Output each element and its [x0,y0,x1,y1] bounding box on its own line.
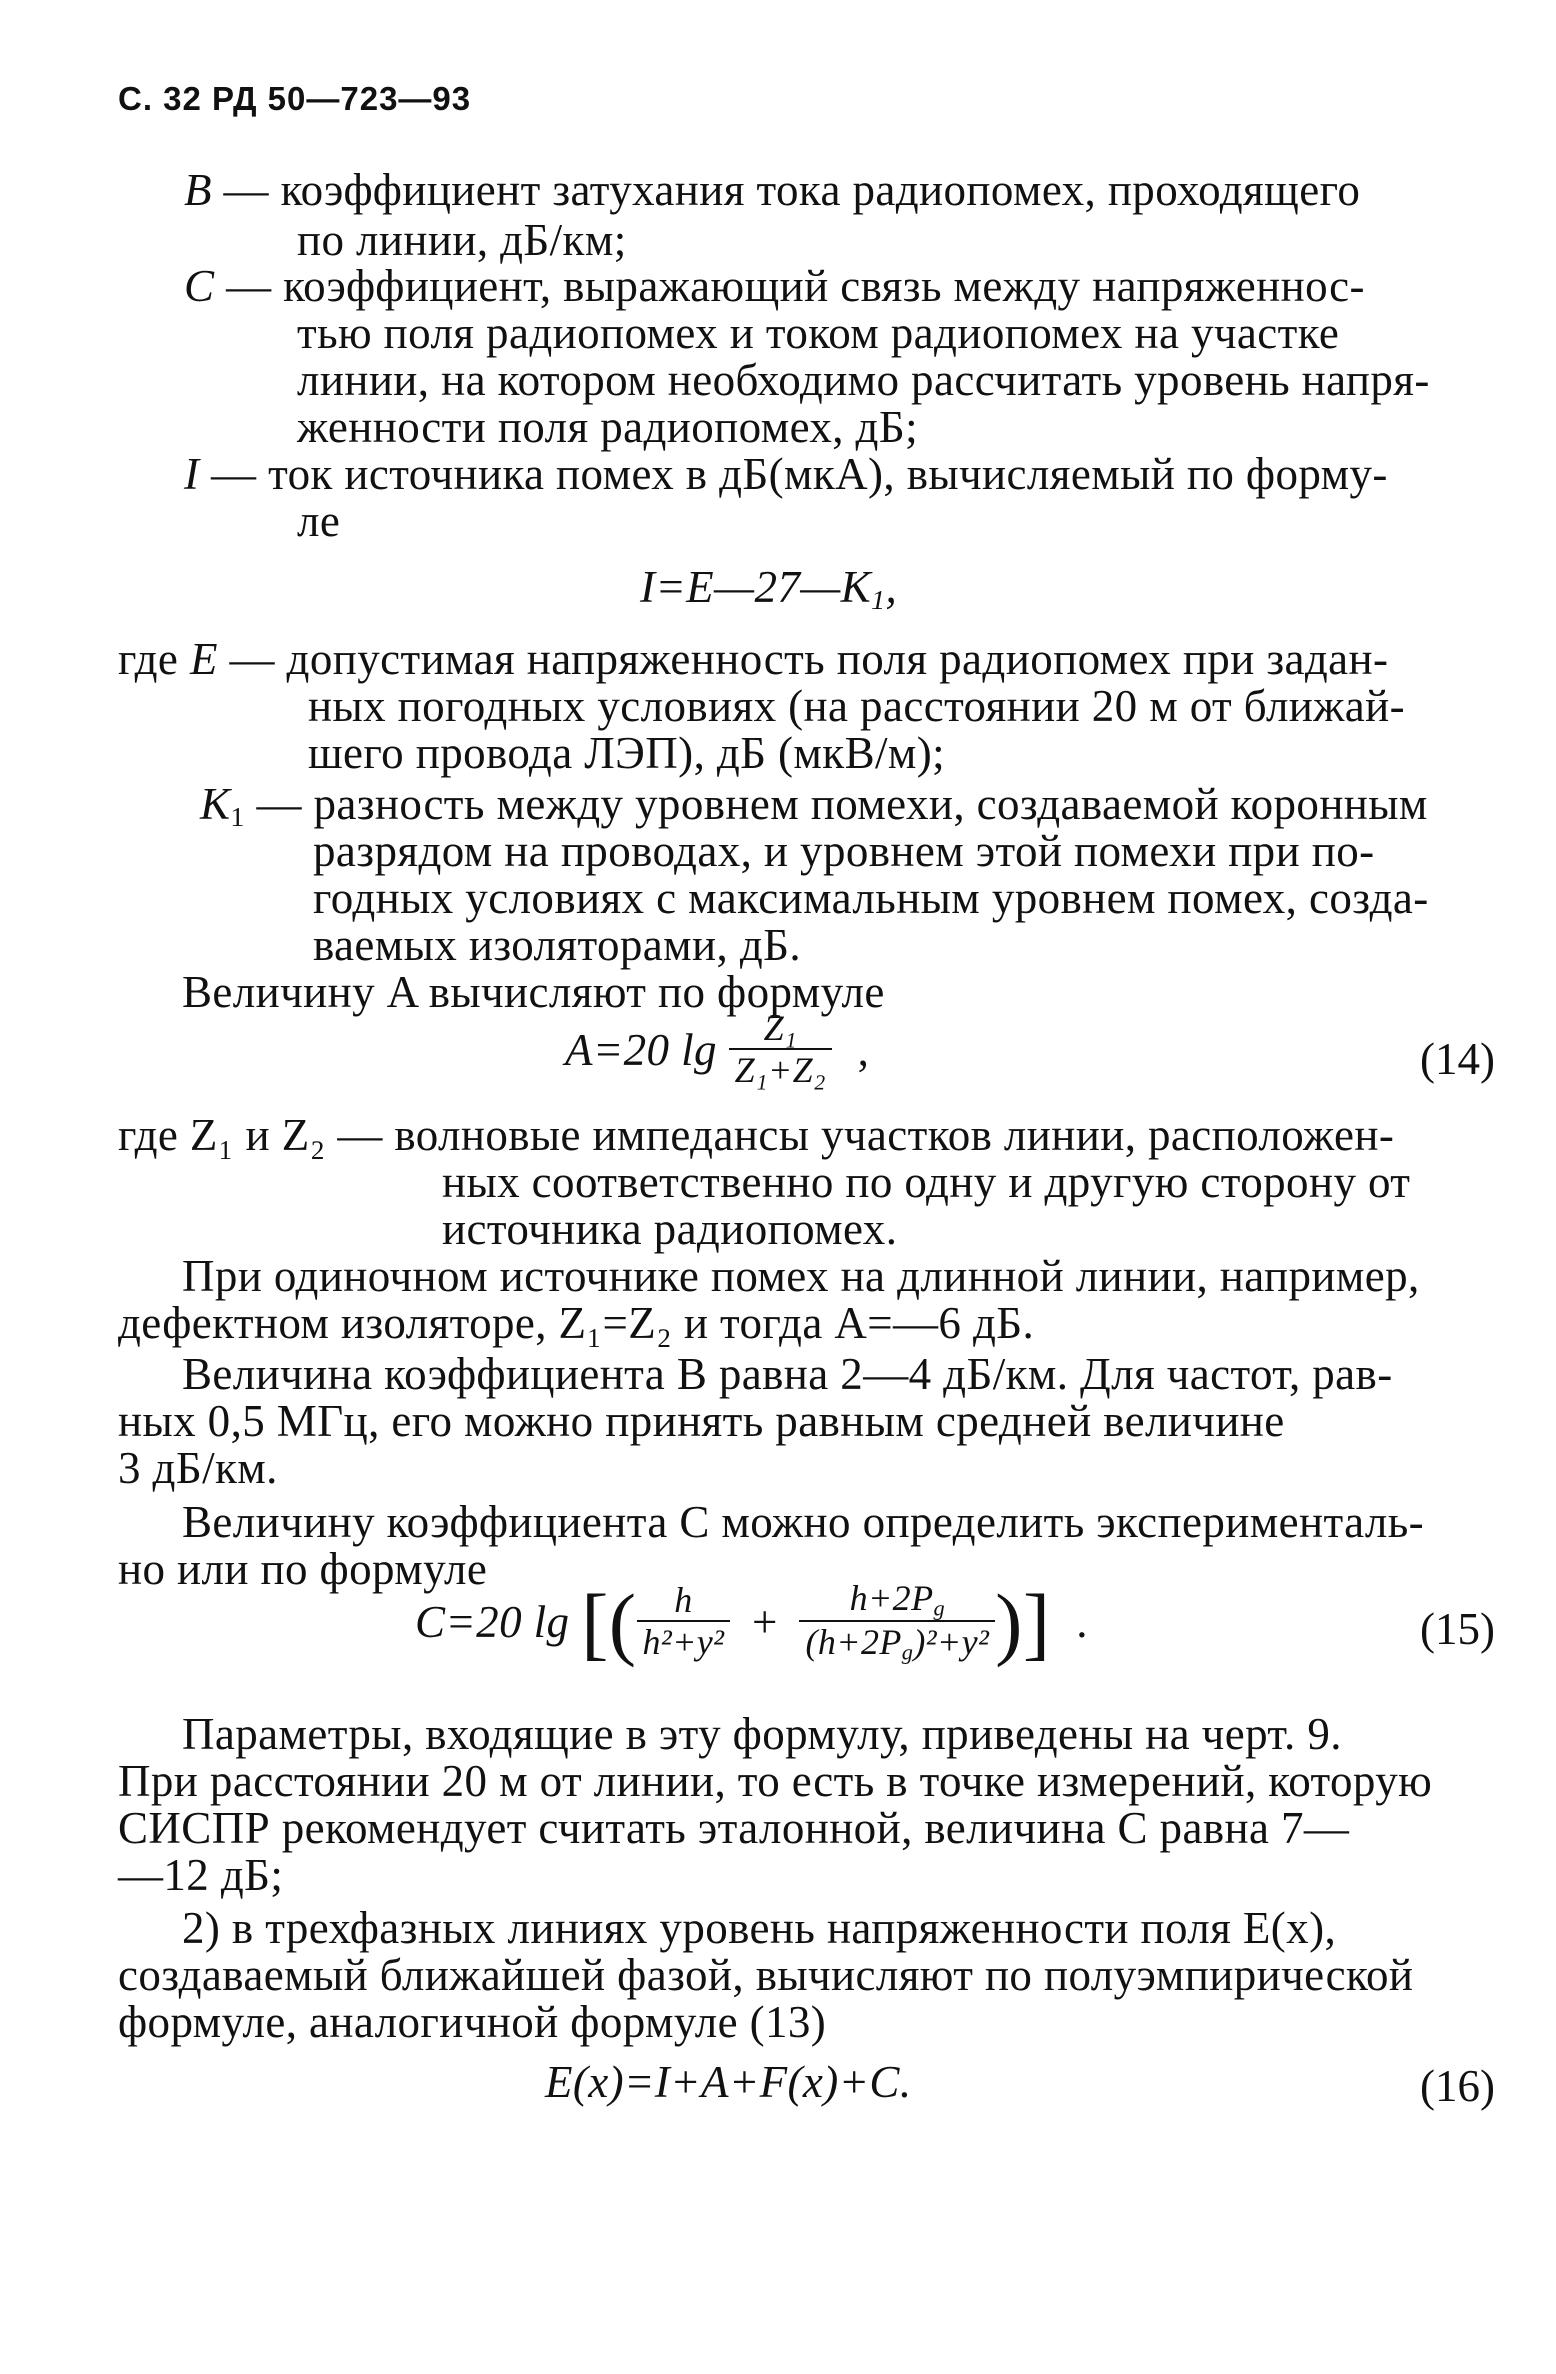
eq-i-sub: 1 [871,584,886,616]
def-b-text-1: коэффициент затухания тока радиопомех, проходящего [280,165,1361,215]
def-b-line-1 [184,165,1361,215]
symbol-k: K [200,779,231,829]
where-z-line-1: где Z₁ и Z₂ — волновые импедансы участков линии, расположен- [118,1110,1395,1160]
eq15-f2-num-sub: g [933,1595,946,1621]
eq14-number: (14) [1420,1034,1495,1084]
def-i-line-1 [184,449,1388,499]
para-2-line-2: создаваемый ближайшей фазой, вычисляют по полуэмпирической [118,1950,1414,2000]
page-header: С. 32 РД 50—723—93 [118,80,472,117]
equation-15 [415,1576,1088,1668]
where-k-line-3: годных условиях с максимальным уровнем помех, созда- [313,873,1429,923]
where-e-text-1: — допустимая напряженность поля радиопомех при задан- [229,634,1389,684]
eq15-fraction-2 [799,1580,995,1665]
equation-16: E(x)=I+A+F(x)+C. [545,2057,912,2107]
eq15-lhs: C=20 lg [415,1597,570,1648]
where-e-line-1 [118,634,1389,684]
para-params-line-2: При расстоянии 20 м от линии, то есть в точке измерений, которую [118,1756,1433,1806]
eq15-bracket-open: [( [581,1576,637,1668]
where-z-line-2: ных соответственно по одну и другую сторону от [442,1157,1411,1207]
equation-i [640,562,898,616]
para-single-line-2: дефектном изоляторе, Z₁=Z₂ и тогда A=—6 дБ. [118,1298,1035,1348]
para-b-line-1: Величина коэффициента B равна 2—4 дБ/км. Для частот, рав- [182,1349,1393,1399]
para-2-line-1: 2) в трехфазных линиях уровень напряженности поля E(x), [182,1903,1337,1953]
eq15-f1-numerator: h [674,1580,693,1621]
equation-14 [565,1010,869,1091]
eq15-f1-denominator: h²+y² [637,1620,731,1663]
eq15-f2-num-text: h+2P [849,1578,934,1618]
para-params-line-1: Параметры, входящие в эту формулу, приведены на черт. 9. [182,1709,1342,1759]
def-c-line-3: линии, на котором необходимо рассчитать уровень напря- [297,355,1430,405]
eq15-f2-numerator [799,1580,995,1620]
eq14-fraction [729,1010,832,1091]
eq14-tail: , [857,1025,870,1076]
where-k-text-1: — разность между уровнем помехи, создаваемой коронным [256,779,1428,829]
eq15-number: (15) [1420,1604,1495,1654]
def-i-text-1: — ток источника помех в дБ(мкА), вычисляемый по форму- [211,449,1388,499]
para-a: Величину A вычисляют по формуле [182,967,885,1017]
para-single-line-1: При одиночном источнике помех на длинной линии, например, [182,1251,1420,1301]
eq16-number: (16) [1420,2061,1495,2111]
eq14-numerator: Z₁ [763,1008,797,1048]
eq15-plus: + [752,1597,778,1648]
para-b-line-3: 3 дБ/км. [118,1443,278,1493]
where-e-line-3: шего провода ЛЭП), дБ (мкВ/м); [308,728,946,778]
where-word: где [118,634,179,684]
eq15-tail: . [1076,1597,1088,1648]
eq15-bracket-close: )] [995,1576,1051,1668]
eq-i-lhs: I [640,562,656,612]
symbol-b: B [184,165,212,215]
para-c-line-1: Величину коэффициента C можно определить эксперименталь- [182,1497,1425,1547]
def-c-line-2: тью поля радиопомех и током радиопомех на участке [297,308,1340,358]
where-e-line-2: ных погодных условиях (на расстоянии 20 м от ближай- [308,681,1406,731]
dash: — [223,165,269,215]
symbol-i: I [184,449,200,499]
eq15-f2-den-sub: g [901,1639,914,1665]
para-params-line-3: СИСПР рекомендует считать эталонной, величина C равна 7— [118,1803,1350,1853]
def-c-text-1: — коэффициент, выражающий связь между напряженнос- [226,261,1365,311]
eq-i-rhs: =E—27—K [655,562,872,612]
eq15-fraction-1 [637,1582,731,1663]
where-k-line-2: разрядом на проводах, и уровнем этой помехи при по- [313,826,1375,876]
where-z-line-3: источника радиопомех. [442,1204,898,1254]
eq14-lhs: A=20 lg [565,1025,717,1076]
def-i-line-2: ле [297,496,341,546]
symbol-k-sub: 1 [230,801,245,833]
eq15-f2-denominator [799,1620,995,1665]
para-b-line-2: ных 0,5 МГц, его можно принять равным средней величине [118,1396,1285,1446]
where-k-line-4: ваемых изоляторами, дБ. [313,920,802,970]
def-c-line-1 [184,261,1365,311]
symbol-e: E [189,634,218,684]
eq-i-tail: , [885,562,898,612]
def-b-line-2: по линии, дБ/км; [297,215,627,265]
para-c-line-2: но или по формуле [118,1544,488,1594]
eq15-f2-den-tail: )²+y² [913,1622,990,1662]
def-c-line-4: женности поля радиопомех, дБ; [297,402,918,452]
where-k-line-1 [200,779,1428,833]
eq14-denominator: Z₁+Z₂ [729,1048,832,1091]
symbol-c: C [184,261,215,311]
para-params-line-4: —12 дБ; [118,1850,284,1900]
eq15-f2-den-text: (h+2P [805,1622,902,1662]
para-2-line-3: формуле, аналогичной формуле (13) [118,1997,827,2047]
